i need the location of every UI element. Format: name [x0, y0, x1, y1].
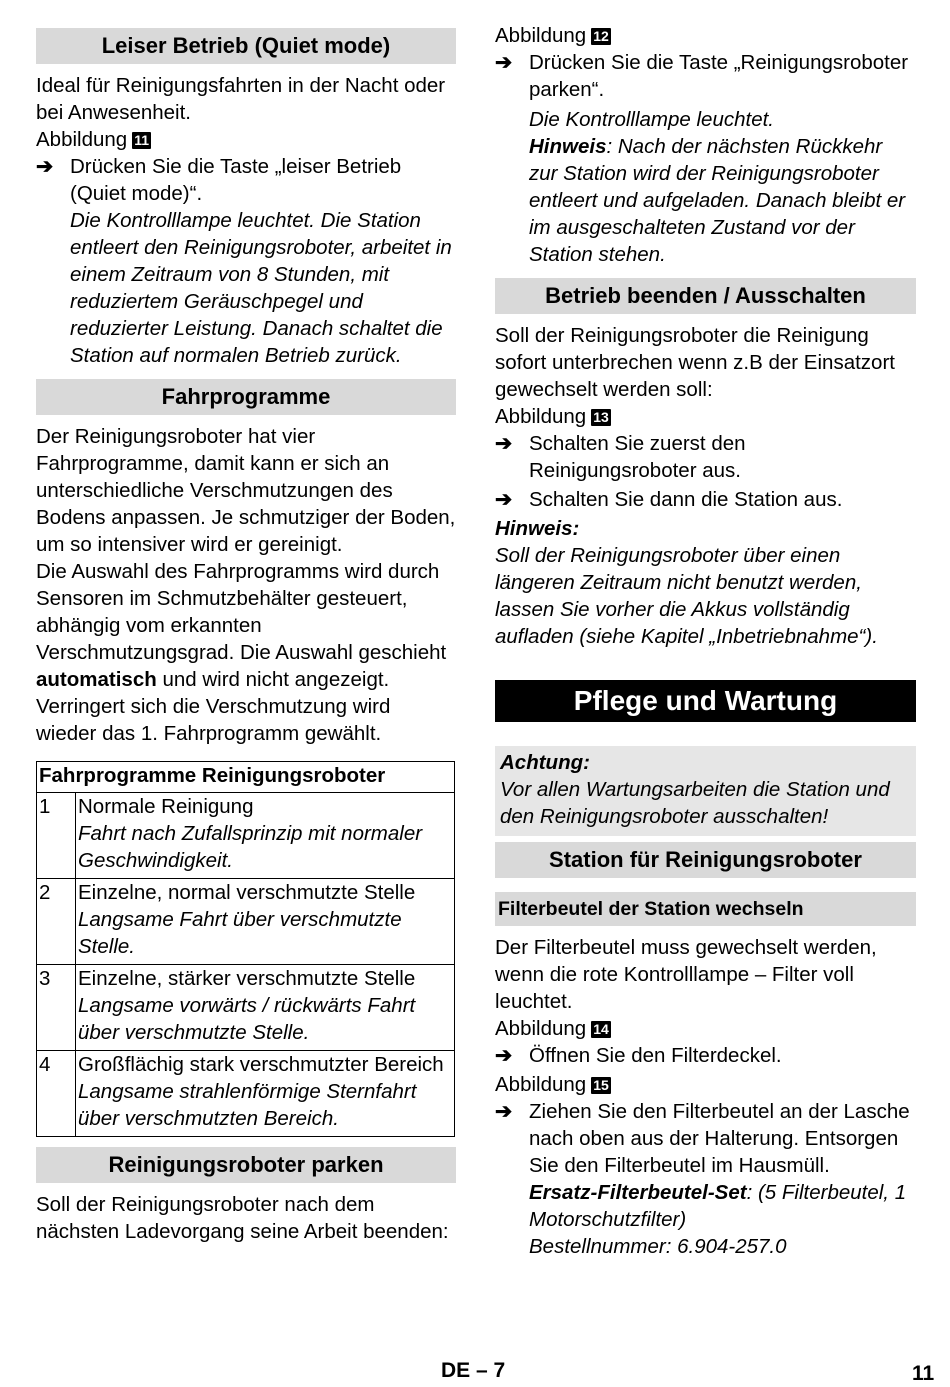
row-number: 4 — [37, 1051, 76, 1137]
instruction-step — [495, 1098, 916, 1179]
programs-text-a: Die Auswahl des Fahrprogramms wird durch Sensoren im Schmutzbehälter gesteuert, abhängig vom erkannten Verschmutzungsgrad. Die Auswahl geschieht — [36, 560, 447, 664]
note-label: Hinweis: — [495, 517, 580, 540]
left-column — [36, 22, 456, 1245]
note-text: : Nach der nächsten Rückkehr zur Station wird der Reinigungsroboter entleert und aufgeladen. Danach bleibt er im ausgeschalteten Zustand vor der Station stehen. — [529, 135, 906, 266]
section-heading-programs: Fahrprogramme — [36, 379, 456, 415]
order-number: Bestellnummer: 6.904-257.0 — [529, 1235, 787, 1258]
programs-table — [36, 761, 455, 1137]
figure-label: Abbildung — [495, 1073, 587, 1096]
instruction-step — [495, 49, 916, 103]
instruction-step — [36, 153, 456, 207]
programs-paragraph-2 — [36, 558, 456, 747]
instruction-step — [495, 430, 916, 484]
quiet-intro: Ideal für Reinigungsfahrten in der Nacht oder bei Anwesenheit. — [36, 74, 446, 124]
caution-text: Vor allen Wartungsarbeiten die Station und den Reinigungsroboter ausschalten! — [500, 778, 890, 828]
section-heading-station: Station für Reinigungsroboter — [495, 842, 916, 878]
row-title: Einzelne, stärker verschmutzte Stelle — [78, 967, 416, 990]
step-text: Schalten Sie zuerst den Reinigungsroboter aus. — [529, 432, 746, 482]
step-text: Drücken Sie die Taste „Reinigungsroboter parken“. — [529, 51, 909, 101]
row-content — [76, 1051, 455, 1137]
figure-reference — [495, 1015, 916, 1042]
section-heading-quiet-mode: Leiser Betrieb (Quiet mode) — [36, 28, 456, 64]
table-row — [37, 793, 455, 879]
stop-text: Soll der Reinigungsroboter die Reinigung sofort unterbrechen wenn z.B der Einsatzort gewechselt werden soll: — [495, 324, 895, 401]
chapter-heading-care: Pflege und Wartung — [495, 680, 916, 722]
figure-reference — [495, 403, 916, 430]
figure-label: Abbildung — [495, 24, 587, 47]
arrow-right-icon: ➔ — [495, 1044, 513, 1067]
instruction-step — [495, 1042, 916, 1069]
row-title: Normale Reinigung — [78, 795, 254, 818]
caution-box — [495, 746, 916, 836]
figure-reference — [495, 1071, 916, 1098]
arrow-right-icon: ➔ — [495, 488, 513, 511]
row-description: Langsame Fahrt über verschmutzte Stelle. — [78, 908, 402, 958]
row-number: 1 — [37, 793, 76, 879]
programs-text-b: und wird nicht angezeigt. Verringert sich die Verschmutzung wird wieder das 1. Fahrprogramm gewählt. — [36, 668, 391, 745]
step-text: Ziehen Sie den Filterbeutel an der Lasche nach oben aus der Halterung. Entsorgen Sie den Filterbeutel im Hausmüll. — [529, 1100, 910, 1177]
footer-page-number: 11 — [912, 1362, 935, 1385]
table-row — [37, 879, 455, 965]
row-content — [76, 879, 455, 965]
spare-label: Ersatz-Filterbeutel-Set — [529, 1181, 747, 1204]
park-note — [495, 133, 916, 268]
arrow-right-icon: ➔ — [495, 1100, 513, 1123]
park-result: Die Kontrolllampe leuchtet. — [529, 108, 774, 131]
section-heading-stop: Betrieb beenden / Ausschalten — [495, 278, 916, 314]
table-row — [37, 1051, 455, 1137]
subsection-heading-filter: Filterbeutel der Station wechseln — [495, 892, 916, 926]
spare-text: : (5 Filterbeutel, 1 Motorschutzfilter) — [529, 1181, 907, 1231]
figure-number-badge: 12 — [593, 28, 609, 44]
right-column — [495, 22, 916, 1260]
footer-language-page: DE – 7 — [441, 1359, 506, 1382]
arrow-right-icon: ➔ — [36, 155, 54, 178]
figure-number-badge: 14 — [593, 1021, 609, 1037]
caution-label: Achtung: — [500, 751, 590, 774]
note-label: Hinweis — [529, 135, 607, 158]
row-number: 3 — [37, 965, 76, 1051]
figure-number-badge: 11 — [134, 132, 150, 148]
instruction-step — [495, 486, 916, 513]
figure-label: Abbildung — [495, 405, 587, 428]
programs-paragraph-1: Der Reinigungsroboter hat vier Fahrprogramme, damit kann er sich an unterschiedliche Verschmutzungen des Bodens anpassen. Je schmutziger der Boden, um so intensiver wird er gereinigt. — [36, 425, 456, 556]
table-header: Fahrprogramme Reinigungsroboter — [37, 762, 455, 793]
section-heading-park: Reinigungsroboter parken — [36, 1147, 456, 1183]
arrow-right-icon: ➔ — [495, 51, 513, 74]
row-content — [76, 793, 455, 879]
step-text: Schalten Sie dann die Station aus. — [529, 488, 843, 511]
figure-reference — [495, 22, 916, 49]
figure-label: Abbildung — [495, 1017, 587, 1040]
park-text: Soll der Reinigungsroboter nach dem nächsten Ladevorgang seine Arbeit beenden: — [36, 1193, 449, 1243]
note-text: Soll der Reinigungsroboter über einen längeren Zeitraum nicht benutzt werden, lassen Sie vorher die Akkus vollständig aufladen (siehe Kapitel „Inbetriebnahme“). — [495, 544, 878, 648]
step-text: Drücken Sie die Taste „leiser Betrieb (Quiet mode)“. — [70, 155, 402, 205]
filter-text: Der Filterbeutel muss gewechselt werden, wenn die rote Kontrolllampe – Filter voll leuchtet. — [495, 936, 877, 1013]
figure-number-badge: 13 — [593, 409, 609, 425]
row-title: Einzelne, normal verschmutzte Stelle — [78, 881, 416, 904]
table-row — [37, 965, 455, 1051]
spare-part — [495, 1179, 916, 1233]
figure-reference — [36, 126, 456, 153]
arrow-right-icon: ➔ — [495, 432, 513, 455]
row-description: Fahrt nach Zufallsprinzip mit normaler Geschwindigkeit. — [78, 822, 423, 872]
row-description: Langsame vorwärts / rückwärts Fahrt über verschmutzte Stelle. — [78, 994, 416, 1044]
quiet-result: Die Kontrolllampe leuchtet. Die Station entleert den Reinigungsroboter, arbeitet in einem Zeitraum von 8 Stunden, mit reduziertem Geräuschpegel und reduzierter Leistung. Danach schaltet die Station auf normalen Betrieb zurück. — [70, 209, 452, 367]
row-content — [76, 965, 455, 1051]
figure-label: Abbildung — [36, 128, 128, 151]
figure-number-badge: 15 — [593, 1077, 609, 1093]
row-number: 2 — [37, 879, 76, 965]
step-text: Öffnen Sie den Filterdeckel. — [529, 1044, 782, 1067]
row-description: Langsame strahlenförmige Sternfahrt über verschmutzten Bereich. — [78, 1080, 417, 1130]
programs-bold-word: automatisch — [36, 668, 157, 691]
row-title: Großflächig stark verschmutzter Bereich — [78, 1053, 444, 1076]
